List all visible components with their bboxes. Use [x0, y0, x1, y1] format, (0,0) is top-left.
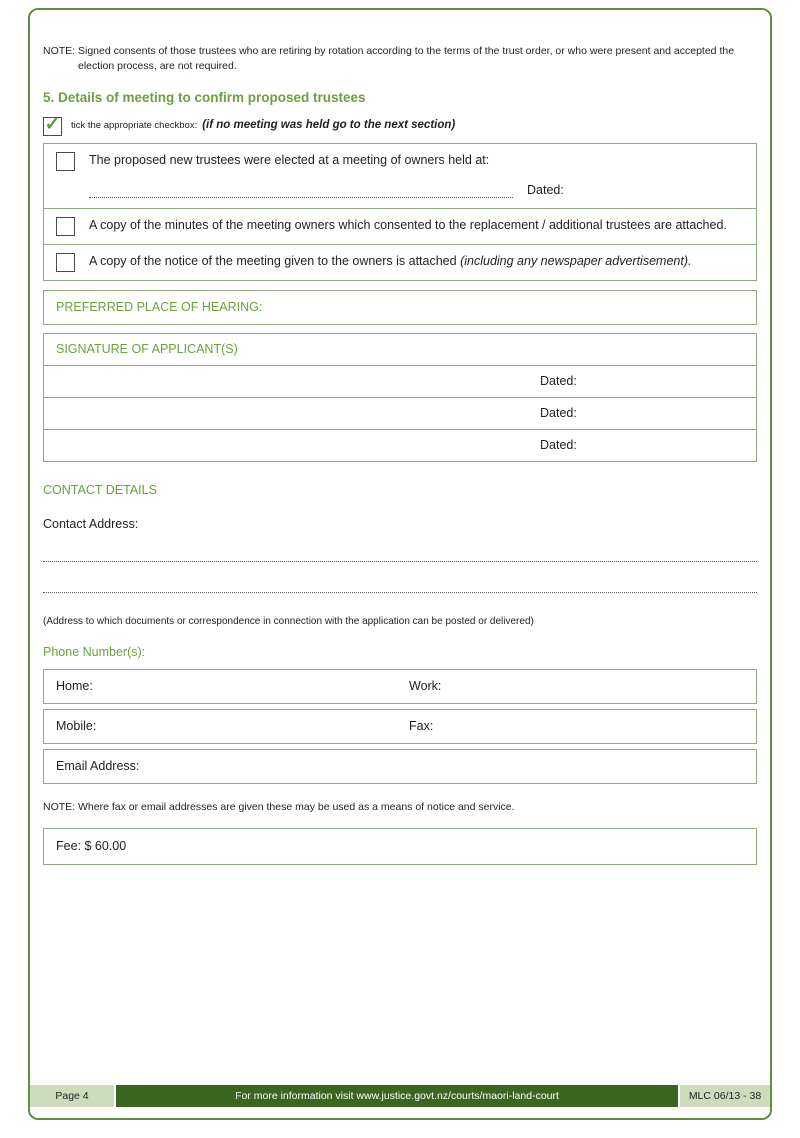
- tick-instruction-italic: (if no meeting was held go to the next section): [202, 119, 456, 132]
- preferred-hearing-field[interactable]: [262, 299, 744, 316]
- fee-box: [43, 828, 757, 865]
- tick-instruction-text: tick the appropriate checkbox:: [71, 120, 198, 132]
- signature-section: [43, 333, 757, 462]
- signature-row-3: [44, 429, 756, 461]
- work-phone-field[interactable]: [441, 678, 744, 695]
- signature-field-1[interactable]: [56, 373, 526, 390]
- option-text-minutes-attached: A copy of the minutes of the meeting owners which consented to the replacement / additional trustees are attached.: [89, 218, 727, 233]
- home-phone-field[interactable]: [93, 678, 409, 695]
- work-label: Work:: [409, 678, 442, 693]
- signature-dated-field-3[interactable]: [577, 437, 744, 454]
- dated-label: Dated:: [527, 182, 564, 197]
- footer-info-bar: [116, 1085, 678, 1107]
- top-note: NOTE: Signed consents of those trustees who are retiring by rotation according to the terms of the trust order, or who were present and accepted the election process, are not required.: [43, 45, 735, 72]
- tick-instruction-row: [43, 113, 757, 136]
- phone-numbers-heading: Phone Number(s):: [43, 645, 146, 660]
- form-code-badge: [680, 1085, 770, 1107]
- phone-row-home-work: [43, 669, 757, 704]
- option-row-notice-attached: [44, 244, 756, 280]
- section-5-heading: 5. Details of meeting to confirm proposed trustees: [43, 90, 366, 106]
- option-text-notice-attached: [89, 253, 691, 272]
- checkbox-trustees-elected[interactable]: [56, 152, 75, 171]
- preferred-hearing-box: [43, 290, 757, 325]
- footer-info-text: For more information visit www.justice.govt.nz/courts/maori-land-court: [235, 1089, 559, 1102]
- signature-field-2[interactable]: [56, 405, 526, 422]
- checkbox-notice-attached[interactable]: [56, 253, 75, 272]
- form-code-label: MLC 06/13 - 38: [688, 1089, 762, 1102]
- meeting-location-row: [89, 182, 744, 199]
- contact-address-note: (Address to which documents or correspondence in connection with the application can be posted or delivered): [43, 615, 534, 627]
- option-text-notice-main: A copy of the notice of the meeting given to the owners is attached: [89, 254, 457, 269]
- option-row-trustees-elected: [44, 144, 756, 209]
- preferred-hearing-label: PREFERRED PLACE OF HEARING:: [56, 300, 263, 315]
- option-main: [56, 152, 744, 171]
- option-text-trustees-elected: The proposed new trustees were elected at a meeting of owners held at:: [89, 152, 490, 167]
- option-text-notice-italic: (including any newspaper advertisement).: [460, 254, 692, 269]
- signature-dated-field-2[interactable]: [577, 405, 744, 422]
- mobile-label: Mobile:: [56, 718, 97, 733]
- email-row: [43, 749, 757, 784]
- mobile-phone-cell: [56, 718, 409, 735]
- fax-label: Fax:: [409, 718, 434, 733]
- home-label: Home:: [56, 678, 93, 693]
- form-page: [28, 8, 772, 1120]
- checkmark-icon: ✓: [44, 113, 61, 135]
- meeting-location-field[interactable]: [89, 186, 513, 198]
- checkbox-minutes-attached[interactable]: [56, 217, 75, 236]
- option-row-minutes-attached: [44, 208, 756, 244]
- signature-dated-field-1[interactable]: [577, 373, 744, 390]
- dated-label: Dated:: [540, 406, 577, 421]
- meeting-options-box: [43, 143, 757, 282]
- page-footer: [30, 1085, 770, 1107]
- signature-label: SIGNATURE OF APPLICANT(S): [56, 342, 238, 357]
- tick-instruction-label: [71, 118, 455, 134]
- fax-field[interactable]: [433, 718, 744, 735]
- contact-address-field-line-1[interactable]: [43, 561, 757, 562]
- work-phone-cell: [409, 678, 744, 695]
- contact-address-label: Contact Address:: [43, 516, 139, 531]
- fee-label: Fee: $ 60.00: [56, 838, 127, 853]
- dated-label: Dated:: [540, 374, 577, 389]
- signature-field-3[interactable]: [56, 437, 526, 454]
- signature-row-1: [44, 366, 756, 397]
- fax-email-note: NOTE: Where fax or email addresses are given these may be used as a means of notice and service.: [43, 800, 515, 813]
- contact-address-field-line-2[interactable]: [43, 592, 757, 593]
- contact-details-heading: CONTACT DETAILS: [43, 482, 157, 497]
- signature-header: [44, 334, 756, 366]
- signature-row-2: [44, 397, 756, 429]
- page-number-label: Page 4: [55, 1089, 89, 1102]
- page-number-badge: [30, 1085, 114, 1107]
- tick-example-checkbox[interactable]: [43, 113, 62, 136]
- email-field[interactable]: [139, 758, 744, 775]
- mobile-phone-field[interactable]: [96, 718, 409, 735]
- fax-cell: [409, 718, 744, 735]
- email-label: Email Address:: [56, 758, 140, 773]
- home-phone-cell: [56, 678, 409, 695]
- phone-row-mobile-fax: [43, 709, 757, 744]
- dated-label: Dated:: [540, 437, 577, 452]
